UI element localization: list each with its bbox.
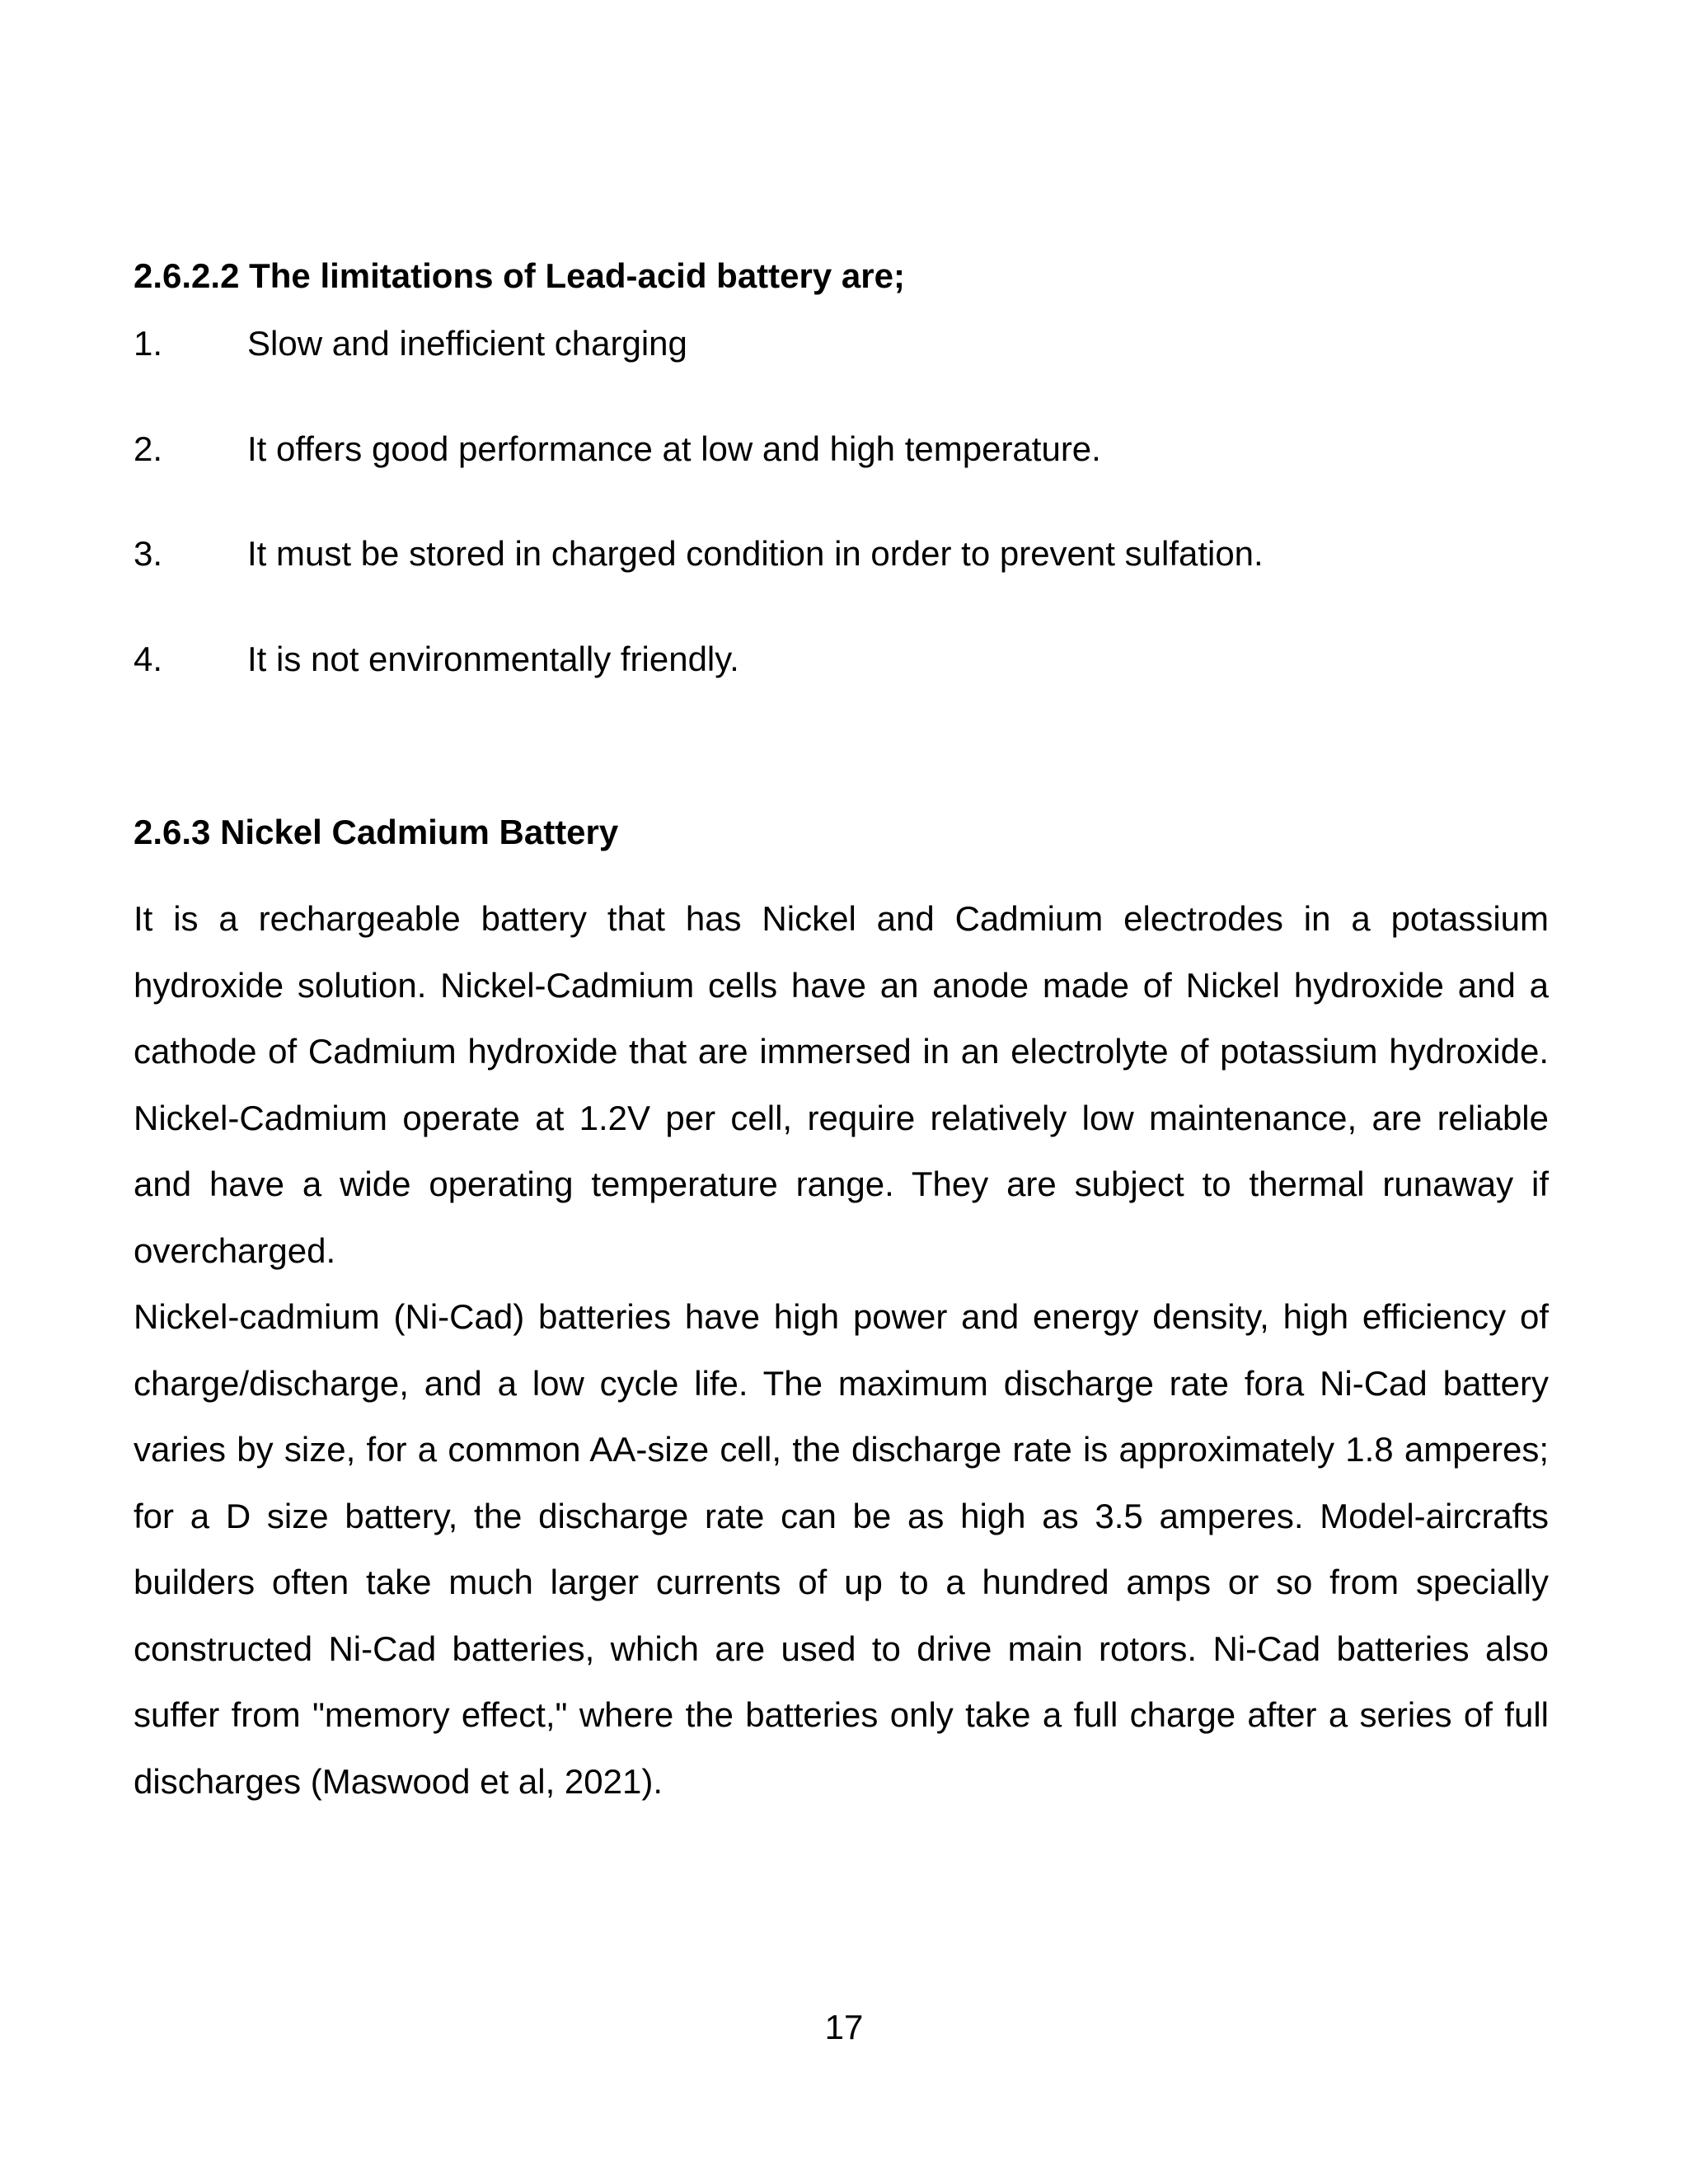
- list-item: [134, 639, 1551, 680]
- page-number: 17: [824, 2008, 864, 2046]
- list-item: [134, 429, 1551, 470]
- list-item: [134, 533, 1551, 574]
- nicad-heading: 2.6.3 Nickel Cadmium Battery: [134, 813, 619, 851]
- list-item-text: It must be stored in charged condition in order to prevent sulfation.: [247, 534, 1264, 573]
- list-item-number: 2.: [134, 429, 163, 468]
- nicad-paragraph-1: It is a rechargeable battery that has Nickel and Cadmium electrodes in a potassium hydroxide solution. Nickel-Cadmium cells have an anode made of Nickel hydroxide and a cathode of Cadmium hydroxide that are immersed in an electrolyte of potassium hydroxide. Nickel-Cadmium operate at 1.2V per cell, require relatively low maintenance, are reliable and have a wide operating temperature range. They are subject to thermal runaway if overcharged.: [134, 899, 1549, 1270]
- list-item-text: It offers good performance at low and high temperature.: [247, 429, 1101, 468]
- list-item-number: 3.: [134, 534, 163, 573]
- list-item: [134, 323, 1551, 364]
- list-item-number: 4.: [134, 640, 163, 678]
- list-item-number: 1.: [134, 324, 163, 363]
- limitations-heading: 2.6.2.2 The limitations of Lead-acid battery are;: [134, 256, 905, 295]
- list-item-text: It is not environmentally friendly.: [247, 640, 739, 678]
- list-item-text: Slow and inefficient charging: [247, 324, 687, 363]
- nicad-paragraph-2: Nickel-cadmium (Ni-Cad) batteries have high power and energy density, high efficiency of charge/discharge, and a low cycle life. The maximum discharge rate fora Ni-Cad battery varies by size, for a common AA-size cell, the discharge rate is approximately 1.8 amperes; for a D size battery, the discharge rate can be as high as 3.5 amperes. Model-aircrafts builders often take much larger currents of up to a hundred amps or so from specially constructed Ni-Cad batteries, which are used to drive main rotors. Ni-Cad batteries also suffer from "memory effect," where the batteries only take a full charge after a series of full discharges (Maswood et al, 2021).: [134, 1297, 1549, 1801]
